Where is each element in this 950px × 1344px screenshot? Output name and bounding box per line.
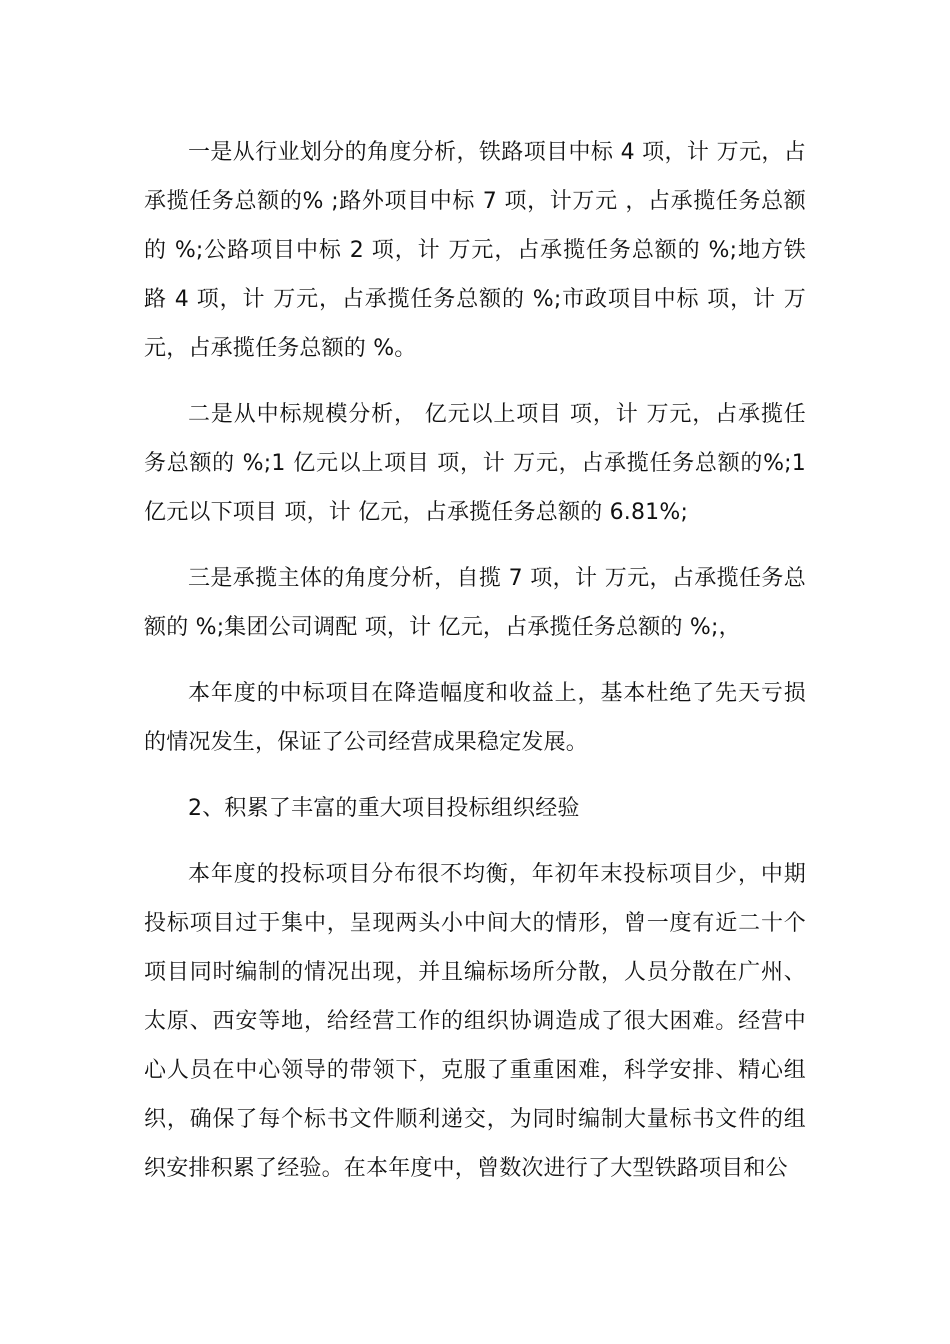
paragraph-subject-analysis: 三是承揽主体的角度分析，自揽 7 项，计 万元，占承揽任务总额的 %;集团公司调配 项，计 亿元，占承揽任务总额的 %;， [144,566,806,640]
paragraph-scale-analysis: 二是从中标规模分析， 亿元以上项目 项，计 万元，占承揽任务总额的 %;1 亿元以上项目 项，计 万元，占承揽任务总额的%;1 亿元以下项目 项，计 亿元，占承揽任务总额的 6.81%; [144,402,806,525]
paragraph-summary: 本年度的中标项目在降造幅度和收益上，基本杜绝了先天亏损的情况发生，保证了公司经营成果稳定发展。 [144,681,806,755]
section-heading: 2、积累了丰富的重大项目投标组织经验 [188,796,580,821]
paragraph-bid-experience: 本年度的投标项目分布很不均衡，年初年末投标项目少，中期投标项目过于集中，呈现两头小中间大的情形，曾一度有近二十个项目同时编制的情况出现，并且编标场所分散，人员分散在广州、太原、西安等地，给经营工作的组织协调造成了很大困难。经营中心人员在中心领导的带领下，克服了重重困难，科学安排、精心组织，确保了每个标书文件顺利递交，为同时编制大量标书文件的组织安排积累了经验。在本年度中，曾数次进行了大型铁路项目和公 [144,862,806,1181]
document-body [144,128,806,1210]
paragraph-industry-analysis: 一是从行业划分的角度分析，铁路项目中标 4 项，计 万元，占承揽任务总额的% ;路外项目中标 7 项，计万元 ，占承揽任务总额的 %;公路项目中标 2 项，计 万元，占承揽任务总额的 %;地方铁路 4 项，计 万元，占承揽任务总额的 %;市政项目中标 项，计 万元，占承揽任务总额的 %。 [144,140,806,361]
